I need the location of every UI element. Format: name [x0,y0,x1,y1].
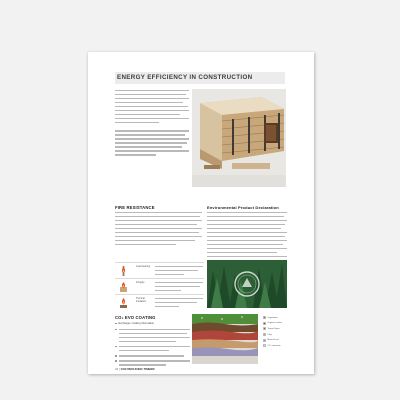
legend-item: CO₂ retention [263,344,289,347]
forest-photo [207,260,287,308]
intro-paragraph [115,90,189,156]
soil-cross-section [192,314,258,364]
epd-text [207,212,287,261]
flame-icon [119,280,128,292]
page-title: ENERGY EFFICIENCY IN CONSTRUCTION [115,72,285,84]
legend-item: Topsoil layer [263,327,289,330]
legend-item: Mineral soil [263,339,289,342]
fire-row-label: Thermal insulation [136,297,147,303]
fire-resistance-heading: FIRE RESISTANCE [115,205,155,210]
co2-heading: CO₂ EVO COATING [115,315,156,320]
flame-icon [119,264,128,276]
fire-resistance-text [115,212,202,245]
timber-wall-render [192,89,286,187]
legend-item: Organic matter [263,322,289,325]
document-page [88,52,314,374]
fire-row-label: Integrity [136,281,145,284]
fire-row-label: Load-bearing [136,265,151,268]
fire-row-integrity [115,278,204,293]
fire-row-loadbearing [115,262,204,277]
soil-legend [263,316,289,350]
fire-row-insulation [115,294,204,309]
co2-text [115,322,190,366]
page-footer: 22 | CO2 REDUCING TIMBER [115,367,155,371]
epd-heading: Environmental Product Declaration [207,205,279,210]
legend-item: Clay [263,333,289,336]
co2-subheading: Exchange / coating information [118,322,155,325]
flame-icon [119,296,128,308]
legend-item: Vegetation [263,316,289,319]
page-number: 22 [115,367,119,371]
footer-brand: CO2 REDUCING TIMBER [120,367,155,371]
